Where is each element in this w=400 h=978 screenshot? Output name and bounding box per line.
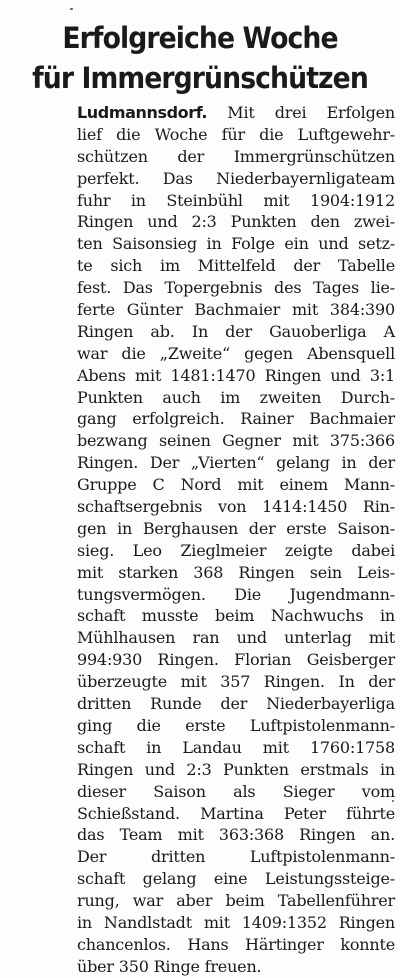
article-line: schaft in Landau mit 1760:1758 bbox=[77, 737, 395, 757]
article-line: sieg. Leo Zieglmeier zeigte dabei bbox=[77, 540, 395, 560]
article-line: 994:930 Ringen. Florian Geisberger bbox=[77, 650, 395, 670]
article-line: perfekt. Das Niederbayernligateam bbox=[77, 168, 395, 188]
article-line: schaftsergebnis von 1414:1450 Rin- bbox=[77, 497, 395, 517]
dateline: Ludmannsdorf. bbox=[77, 103, 208, 122]
article-line: bezwang seinen Gegner mit 375:366 bbox=[77, 431, 395, 451]
article-line: schützen der Immergrünschützen bbox=[77, 146, 395, 166]
article-line: war die „Zweite“ gegen Abensquell bbox=[77, 343, 395, 363]
article-line: Gruppe C Nord mit einem Mann- bbox=[77, 475, 395, 495]
article-line: das Team mit 363:368 Ringen an. bbox=[77, 825, 395, 845]
article-line: gen in Berghausen der erste Saison- bbox=[77, 518, 395, 538]
headline-line-1: Erfolgreiche Woche bbox=[62, 21, 338, 55]
article-line: überzeugte mit 357 Ringen. In der bbox=[77, 672, 395, 692]
article-line: fuhr in Steinbühl mit 1904:1912 bbox=[77, 190, 395, 210]
article-line: in Nandlstadt mit 1409:1352 Ringen bbox=[77, 912, 395, 932]
article-line-text: Mit drei Erfolgen bbox=[207, 103, 395, 122]
headline-line-2: für Immergrünschützen bbox=[32, 61, 368, 95]
article-line: lief die Woche für die Luftgewehr- bbox=[77, 124, 395, 144]
article-line: Abens mit 1481:1470 Ringen und 3:1 bbox=[77, 365, 395, 385]
article-line bbox=[77, 102, 395, 124]
article-line: Ringen und 2:3 Punkten den zwei- bbox=[77, 212, 395, 232]
article-line: mit starken 368 Ringen sein Leis- bbox=[77, 562, 395, 582]
article-line: dieser Saison als Sieger vom bbox=[77, 781, 395, 801]
article-line: ferte Günter Bachmaier mit 384:390 bbox=[77, 300, 395, 320]
article-line: ging die erste Luftpistolenmann- bbox=[77, 715, 395, 735]
article-line: tungsvermögen. Die Jugendmann- bbox=[77, 584, 395, 604]
article-line: ten Saisonsieg in Folge ein und setz- bbox=[77, 234, 395, 254]
article-line: Mühlhausen ran und unterlag mit bbox=[77, 628, 395, 648]
article-line: rung, war aber beim Tabellenführer bbox=[77, 891, 395, 911]
article-line: Der dritten Luftpistolenmann- bbox=[77, 847, 395, 867]
article-line: fest. Das Topergebnis des Tages lie- bbox=[77, 278, 395, 298]
article-line: gang erfolgreich. Rainer Bachmaier bbox=[77, 409, 395, 429]
print-speck bbox=[70, 8, 73, 10]
article-line: Punkten auch im zweiten Durch- bbox=[77, 387, 395, 407]
article-line: chancenlos. Hans Härtinger konnte bbox=[77, 934, 395, 954]
article-line: über 350 Ringe freuen. bbox=[77, 956, 262, 976]
article-line: schaft gelang eine Leistungssteige- bbox=[77, 869, 395, 889]
article-line: Ringen ab. In der Gauoberliga A bbox=[77, 321, 395, 341]
article-line: te sich im Mittelfeld der Tabelle bbox=[77, 256, 395, 276]
article-line: dritten Runde der Niederbayerliga bbox=[77, 694, 395, 714]
article-line: Ringen. Der „Vierten“ gelang in der bbox=[77, 453, 395, 473]
article-line: Schießstand. Martina Peter führte bbox=[77, 803, 395, 823]
article-body bbox=[77, 102, 395, 978]
article-line: schaft musste beim Nachwuchs in bbox=[77, 606, 395, 626]
article-line: Ringen und 2:3 Punkten erstmals in bbox=[77, 759, 395, 779]
